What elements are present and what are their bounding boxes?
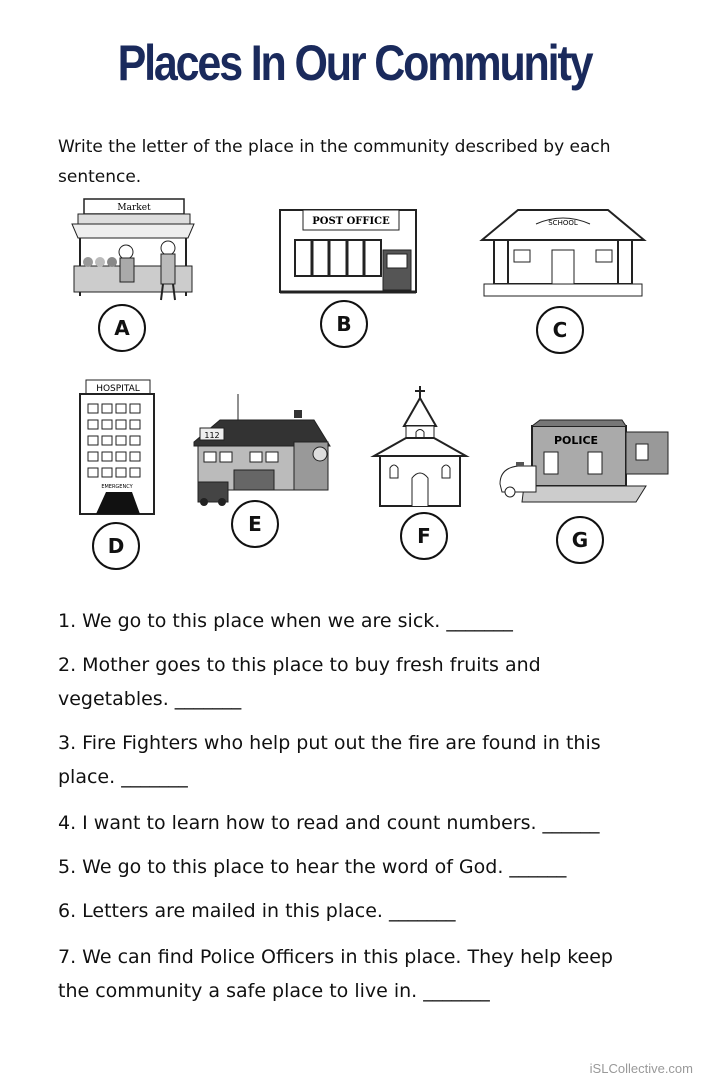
question-text: 2. Mother goes to this place to buy fresh fruits and <box>58 654 541 676</box>
question-2 <box>58 648 658 716</box>
svg-text:POST OFFICE: POST OFFICE <box>312 216 390 227</box>
question-text: the community a safe place to live in. _______ <box>58 980 490 1002</box>
letter-label-g: G <box>556 516 604 564</box>
question-text: 1. We go to this place when we are sick. _______ <box>58 610 513 632</box>
question-7 <box>58 940 658 1008</box>
letter-label-b: B <box>320 300 368 348</box>
instructions: Write the letter of the place in the community described by each sentence. <box>58 137 611 187</box>
svg-text:EMERGENCY: EMERGENCY <box>101 484 133 490</box>
question-4 <box>58 806 658 840</box>
letter-label-f: F <box>400 512 448 560</box>
letter-label-d: D <box>92 522 140 570</box>
svg-text:HOSPITAL: HOSPITAL <box>96 384 140 394</box>
question-6 <box>58 894 658 928</box>
church-icon <box>370 384 470 508</box>
letter-label-e: E <box>231 500 279 548</box>
letter-label-c: C <box>536 306 584 354</box>
question-text: 3. Fire Fighters who help put out the fire are found in this <box>58 732 601 754</box>
question-text: vegetables. _______ <box>58 688 242 710</box>
svg-text:112: 112 <box>204 431 220 440</box>
question-text: 7. We can find Police Officers in this place. They help keep <box>58 946 613 968</box>
page-title: Places In Our Community <box>117 35 592 91</box>
question-text: 4. I want to learn how to read and count numbers. ______ <box>58 812 600 834</box>
question-3 <box>58 726 658 794</box>
letter-label-a: A <box>98 304 146 352</box>
post-office-icon <box>277 206 419 294</box>
police-station-icon <box>496 416 674 508</box>
school-icon <box>478 204 648 300</box>
question-text: 5. We go to this place to hear the word of God. ______ <box>58 856 567 878</box>
question-1 <box>58 604 658 638</box>
hospital-icon <box>76 378 158 516</box>
question-5 <box>58 850 658 884</box>
svg-text:Market: Market <box>117 203 151 213</box>
question-text: 6. Letters are mailed in this place. _______ <box>58 900 456 922</box>
fire-station-icon <box>190 390 334 508</box>
market-icon <box>68 196 198 302</box>
watermark: iSLCollective.com <box>589 1061 693 1076</box>
svg-text:POLICE: POLICE <box>553 434 599 447</box>
svg-text:SCHOOL: SCHOOL <box>548 219 578 227</box>
question-text: place. _______ <box>58 766 188 788</box>
